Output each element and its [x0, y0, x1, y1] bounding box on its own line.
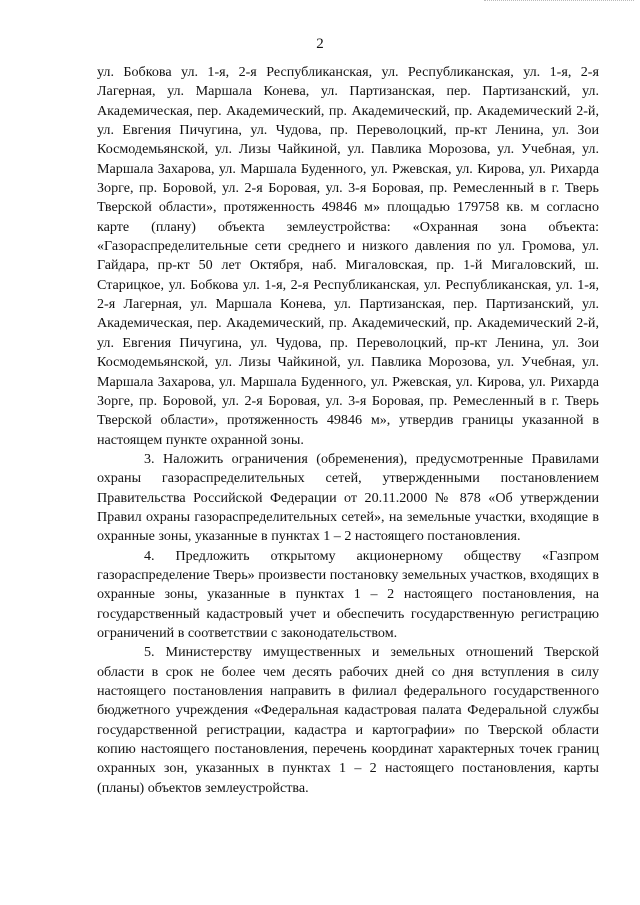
document-body: [97, 63, 599, 798]
paragraph-item-4: 4. Предложить открытому акционерному обществу «Газпром газораспределение Тверь» произвести постановку земельных участков, входящих в охранные зоны, указанные в пунктах 1 – 2 настоящего постановления, на государственный кадастровый учет и обеспечить государственную регистрацию ограничений в соответствии с законодательством.: [97, 547, 599, 641]
paragraph-continuation: ул. Бобкова ул. 1-я, 2-я Республиканская, ул. Республиканская, ул. 1-я, 2-я Лагерная, ул. Маршала Конева, ул. Партизанская, пер. Партизанский, ул. Академическая, пер. Академический, пр. Академический, пр. Академический 2-й, ул. Евгения Пичугина, ул. Чудова, пр. Переволоцкий, пр-кт Ленина, ул. Зои Космодемьянской, ул. Лизы Чайкиной, ул. Павлика Морозова, ул. Учебная, ул. Маршала Захарова, ул. Маршала Буденного, ул. Ржевская, ул. Кирова, ул. Рихарда Зорге, пр. Боровой, ул. 2-я Боровая, ул. 3-я Боровая, пр. Ремесленный в г. Тверь Тверской области», протяженность 49846 м» площадью 179758 кв. м согласно карте (плану) объекта землеустройства: «Охранная зона объекта: «Газораспределительные сети среднего и низкого давления по ул. Громова, ул. Гайдара, пр-кт 50 лет Октября, наб. Мигаловская, пр. 1-й Мигаловский, ш. Старицкое, ул. Бобкова ул. 1-я, 2-я Республиканская, ул. Республиканская, ул. 1-я, 2-я Лагерная, ул. Маршала Конева, ул. Партизанская, пер. Партизанский, ул. Академическая, пер. Академический, пр. Академический, пр. Академический 2-й, ул. Евгения Пичугина, ул. Чудова, пр. Переволоцкий, пр-кт Ленина, ул. Зои Космодемьянской, ул. Лизы Чайкиной, ул. Павлика Морозова, ул. Учебная, ул. Маршала Захарова, ул. Маршала Буденного, ул. Ржевская, ул. Кирова, ул. Рихарда Зорге, пр. Боровой, ул. 2-я Боровая, ул. 3-я Боровая, пр. Ремесленный в г. Тверь Тверской области», протяженность 49846 м», утвердив границы указанной в настоящем пункте охранной зоны.: [97, 64, 599, 448]
paragraph-item-5: 5. Министерству имущественных и земельных отношений Тверской области в срок не более чем десять рабочих дней со дня вступления в силу настоящего постановления направить в филиал федерального государственного бюджетного учреждения «Федеральная кадастровая палата Федеральной службы государственной регистрации, кадастра и картографии» по Тверской области копию настоящего постановления, перечень координат характерных точек границ охранных зон, указанных в пунктах 1 – 2 настоящего постановления, карты (планы) объектов землеустройства.: [97, 644, 599, 796]
scan-edge-mark: [484, 0, 634, 4]
paragraph-item-3: 3. Наложить ограничения (обременения), предусмотренные Правилами охраны газораспределительных сетей, утвержденными постановлением Правительства Российской Федерации от 20.11.2000 № 878 «Об утверждении Правил охраны газораспределительных сетей», на земельные участки, входящие в охранные зоны, указанные в пунктах 1 – 2 настоящего постановления.: [97, 450, 599, 545]
page-number: 2: [316, 36, 324, 52]
